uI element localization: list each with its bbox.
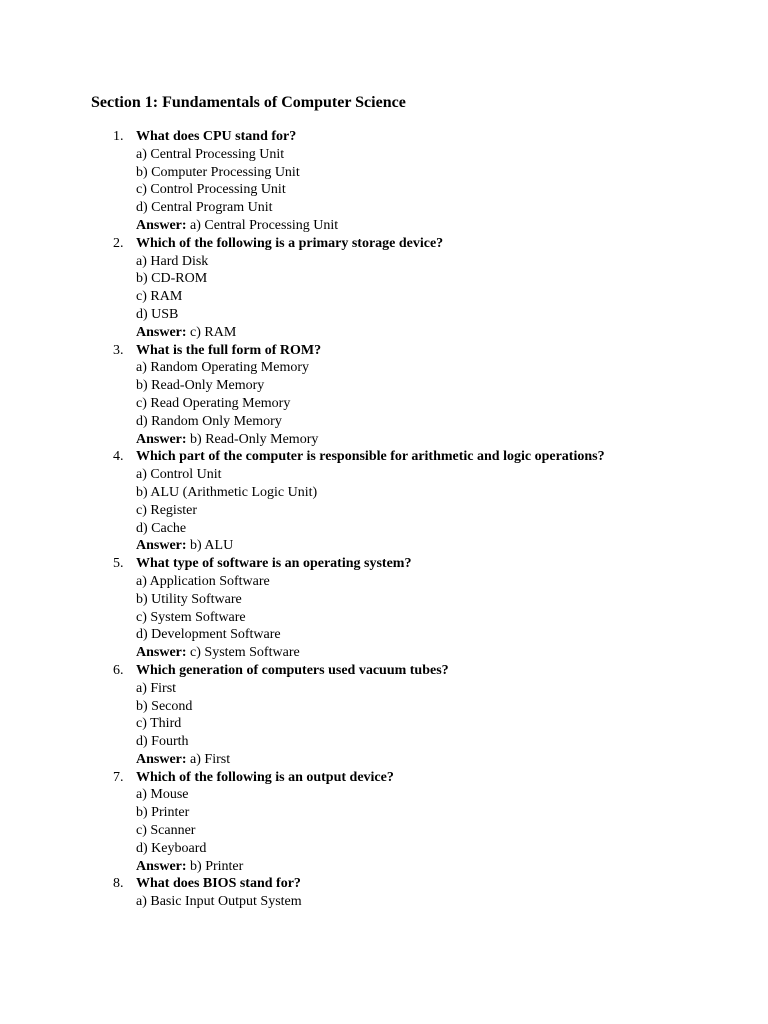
question-number: 3. [113,342,124,358]
answer-value: b) Read-Only Memory [190,431,319,447]
answer-option: a) Mouse [136,787,189,803]
answer-option: c) Third [136,716,182,732]
question-text: Which of the following is an output device? [136,769,394,785]
answer-line [136,537,768,555]
answer-line [136,751,768,769]
question-text: Which part of the computer is responsible for arithmetic and logic operations? [136,449,605,465]
answer-option: b) CD-ROM [136,271,208,287]
answer-option: d) Keyboard [136,840,207,856]
question-item [91,555,768,662]
question-item [91,875,768,911]
answer-option: a) Control Unit [136,467,222,483]
answer-label: Answer: [136,645,187,661]
question-list [91,128,768,911]
question-number: 6. [113,662,124,678]
question-number: 4. [113,449,124,465]
answer-option: c) Control Processing Unit [136,182,286,198]
question-item [91,342,768,449]
question-text: Which of the following is a primary storage device? [136,235,444,251]
answer-option: c) RAM [136,289,183,305]
section-title: Section 1: Fundamentals of Computer Science [91,94,406,111]
answer-option: a) Central Processing Unit [136,146,285,162]
answer-label: Answer: [136,858,187,874]
answer-value: a) First [190,751,231,767]
question-item [91,235,768,342]
answer-option: b) Read-Only Memory [136,378,265,394]
question-number: 7. [113,769,124,785]
question-item [91,128,768,235]
answer-option: c) System Software [136,609,246,625]
answer-option: d) USB [136,306,179,322]
answer-value: c) System Software [190,645,300,661]
answer-value: b) Printer [190,858,244,874]
answer-option: d) Fourth [136,734,189,750]
answer-line [136,431,768,449]
answer-option: c) Read Operating Memory [136,395,291,411]
question-item [91,448,768,555]
question-text: What does CPU stand for? [136,129,297,144]
question-text: What is the full form of ROM? [136,342,322,358]
answer-option: a) Hard Disk [136,253,209,269]
question-text: What does BIOS stand for? [136,876,301,892]
question-item [91,662,768,769]
question-item [91,769,768,876]
answer-option: b) Printer [136,805,190,821]
answer-line [136,858,768,876]
answer-label: Answer: [136,324,187,340]
answer-option: a) Basic Input Output System [136,894,302,910]
question-number: 5. [113,556,124,572]
answer-option: b) Utility Software [136,591,242,607]
answer-option: b) Second [136,698,193,714]
answer-option: b) Computer Processing Unit [136,164,300,180]
answer-value: c) RAM [190,324,237,340]
answer-option: d) Cache [136,520,187,536]
answer-option: a) Random Operating Memory [136,360,310,376]
answer-label: Answer: [136,217,187,233]
answer-label: Answer: [136,538,187,554]
question-text: What type of software is an operating system? [136,556,412,572]
question-text: Which generation of computers used vacuum tubes? [136,662,449,678]
answer-option: c) Register [136,502,198,518]
question-number: 1. [113,129,124,144]
question-number: 8. [113,876,124,892]
answer-option: d) Development Software [136,627,281,643]
answer-option: a) First [136,680,177,696]
answer-value: b) ALU [190,538,234,554]
answer-label: Answer: [136,431,187,447]
answer-line [136,644,768,662]
answer-option: d) Central Program Unit [136,200,273,216]
answer-label: Answer: [136,751,187,767]
answer-option: b) ALU (Arithmetic Logic Unit) [136,484,318,500]
answer-line [136,217,768,235]
answer-option: d) Random Only Memory [136,413,282,429]
answer-option: a) Application Software [136,573,270,589]
question-number: 2. [113,235,124,251]
answer-option: c) Scanner [136,823,196,839]
answer-value: a) Central Processing Unit [190,217,339,233]
answer-line [136,324,768,342]
